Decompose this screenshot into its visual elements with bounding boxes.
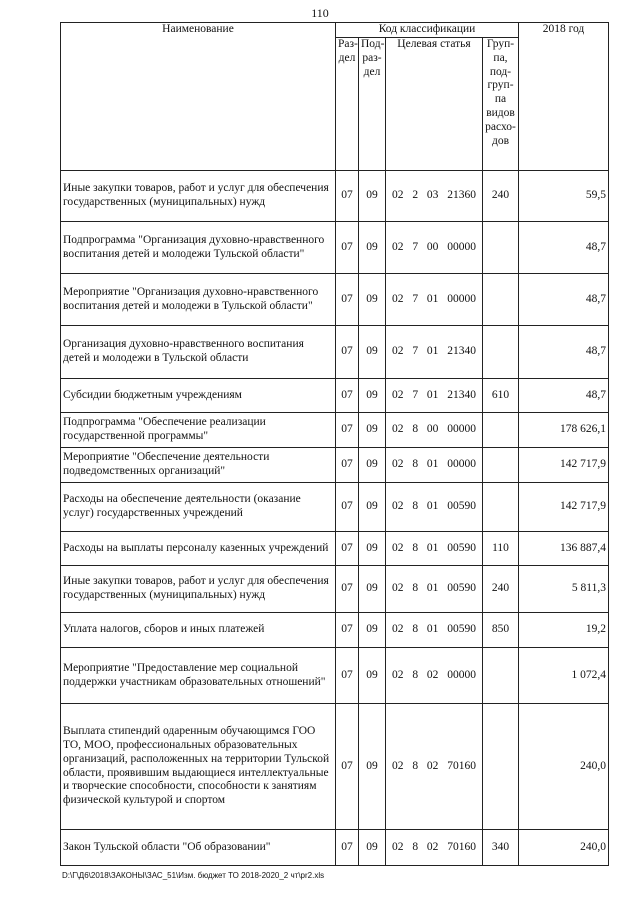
row-section: 07 [336,326,359,379]
row-expense-group [483,222,519,274]
row-target-code [386,379,483,413]
target-direction: 00000 [447,240,476,253]
table-row [61,704,609,830]
header-subsection: Под- раз- дел [359,38,386,171]
row-name: Мероприятие "Предоставление мер социальной поддержки участникам образовательных отношений" [61,648,336,704]
row-section: 07 [336,379,359,413]
target-subprogram: 8 [412,458,419,471]
target-direction: 00590 [447,541,476,554]
target-activity: 02 [426,759,439,772]
row-name: Организация духовно-нравственного воспитания детей и молодежи в Тульской области [61,326,336,379]
table-row [61,613,609,648]
target-activity: 01 [426,500,439,513]
target-subprogram: 8 [412,623,419,636]
header-section: Раз- дел [336,38,359,171]
target-activity: 03 [426,189,439,202]
row-subsection: 09 [359,830,386,866]
target-activity: 02 [426,668,439,681]
target-program: 02 [392,582,404,595]
table-row [61,830,609,866]
row-subsection: 09 [359,704,386,830]
row-amount: 59,5 [519,171,609,222]
target-subprogram: 8 [412,759,419,772]
row-section: 07 [336,613,359,648]
row-amount: 48,7 [519,326,609,379]
row-amount: 1 072,4 [519,648,609,704]
target-subprogram: 7 [412,388,419,401]
header-code-group: Код классификации [336,23,519,38]
row-name: Иные закупки товаров, работ и услуг для обеспечения государственных (муниципальных) нужд [61,171,336,222]
row-subsection: 09 [359,379,386,413]
row-name: Мероприятие "Обеспечение деятельности подведомственных организаций" [61,448,336,483]
table-row [61,379,609,413]
row-amount: 240,0 [519,704,609,830]
row-target-code [386,274,483,326]
table-row [61,648,609,704]
row-amount: 142 717,9 [519,448,609,483]
target-activity: 01 [426,388,439,401]
row-target-code [386,448,483,483]
target-activity: 01 [426,345,439,358]
target-program: 02 [392,240,404,253]
row-section: 07 [336,830,359,866]
target-program: 02 [392,388,404,401]
row-subsection: 09 [359,413,386,448]
row-expense-group: 610 [483,379,519,413]
row-target-code [386,648,483,704]
row-amount: 48,7 [519,274,609,326]
row-target-code [386,704,483,830]
row-expense-group: 340 [483,830,519,866]
row-expense-group [483,413,519,448]
target-direction: 21360 [447,189,476,202]
target-direction: 00590 [447,582,476,595]
row-subsection: 09 [359,326,386,379]
row-section: 07 [336,413,359,448]
target-program: 02 [392,668,404,681]
row-name: Выплата стипендий одаренным обучающимся ГОО ТО, МОО, профессиональных образовательных организаций, расположенных на территории Тульской области, проявившим выдающиеся интеллектуальные и творческие способности, способности к занятиям физической культурой и спортом [61,704,336,830]
row-section: 07 [336,222,359,274]
row-target-code [386,830,483,866]
target-program: 02 [392,500,404,513]
table-row [61,326,609,379]
table-body [61,171,609,866]
row-section: 07 [336,448,359,483]
row-expense-group [483,704,519,830]
target-subprogram: 8 [412,668,419,681]
target-subprogram: 8 [412,541,419,554]
header-year: 2018 год [519,23,609,171]
row-target-code [386,326,483,379]
row-target-code [386,222,483,274]
target-program: 02 [392,623,404,636]
target-program: 02 [392,458,404,471]
table-row [61,222,609,274]
header-target: Целевая статья [386,38,483,171]
row-name: Расходы на выплаты персоналу казенных учреждений [61,532,336,566]
target-program: 02 [392,759,404,772]
table-row [61,483,609,532]
row-amount: 19,2 [519,613,609,648]
row-name: Подпрограмма "Обеспечение реализации государственной программы" [61,413,336,448]
row-subsection: 09 [359,274,386,326]
row-section: 07 [336,171,359,222]
target-activity: 01 [426,292,439,305]
row-expense-group [483,274,519,326]
row-subsection: 09 [359,171,386,222]
table-row [61,566,609,613]
row-name: Подпрограмма "Организация духовно-нравственного воспитания детей и молодежи Тульской области" [61,222,336,274]
target-subprogram: 7 [412,292,419,305]
target-direction: 21340 [447,345,476,358]
row-section: 07 [336,532,359,566]
target-activity: 00 [426,240,439,253]
row-subsection: 09 [359,448,386,483]
row-amount: 178 626,1 [519,413,609,448]
row-name: Субсидии бюджетным учреждениям [61,379,336,413]
table-row [61,448,609,483]
target-subprogram: 2 [412,189,419,202]
row-name: Иные закупки товаров, работ и услуг для обеспечения государственных (муниципальных) нужд [61,566,336,613]
target-program: 02 [392,189,404,202]
row-target-code [386,613,483,648]
row-amount: 48,7 [519,379,609,413]
target-subprogram: 8 [412,840,419,853]
target-direction: 00000 [447,423,476,436]
table-row [61,532,609,566]
target-activity: 01 [426,541,439,554]
target-activity: 01 [426,582,439,595]
header-name: Наименование [61,23,336,171]
row-expense-group: 240 [483,566,519,613]
row-name: Закон Тульской области "Об образовании" [61,830,336,866]
row-subsection: 09 [359,613,386,648]
target-activity: 02 [426,840,439,853]
row-target-code [386,532,483,566]
row-section: 07 [336,274,359,326]
target-activity: 01 [426,623,439,636]
target-subprogram: 7 [412,345,419,358]
table-header [61,23,609,171]
row-section: 07 [336,704,359,830]
target-subprogram: 8 [412,500,419,513]
row-target-code [386,566,483,613]
target-program: 02 [392,423,404,436]
row-expense-group [483,648,519,704]
header-expense-group: Груп- па, под- груп- па видов расхо- дов [483,38,519,171]
row-expense-group [483,326,519,379]
target-direction: 00590 [447,500,476,513]
row-name: Уплата налогов, сборов и иных платежей [61,613,336,648]
target-direction: 00590 [447,623,476,636]
row-amount: 48,7 [519,222,609,274]
budget-table [60,22,609,866]
row-subsection: 09 [359,566,386,613]
target-program: 02 [392,541,404,554]
row-expense-group [483,483,519,532]
row-expense-group [483,448,519,483]
row-amount: 142 717,9 [519,483,609,532]
row-amount: 240,0 [519,830,609,866]
target-direction: 00000 [447,458,476,471]
target-direction: 70160 [447,759,476,772]
row-expense-group: 850 [483,613,519,648]
target-direction: 21340 [447,388,476,401]
row-subsection: 09 [359,648,386,704]
row-section: 07 [336,483,359,532]
target-activity: 01 [426,458,439,471]
page-number: 110 [311,6,329,20]
row-target-code [386,413,483,448]
target-subprogram: 7 [412,240,419,253]
target-subprogram: 8 [412,582,419,595]
row-expense-group: 240 [483,171,519,222]
table-row [61,413,609,448]
target-direction: 00000 [447,668,476,681]
row-name: Мероприятие "Организация духовно-нравственного воспитания детей и молодежи в Тульской области" [61,274,336,326]
row-subsection: 09 [359,532,386,566]
row-name: Расходы на обеспечение деятельности (оказание услуг) государственных учреждений [61,483,336,532]
row-section: 07 [336,566,359,613]
row-amount: 136 887,4 [519,532,609,566]
target-activity: 00 [426,423,439,436]
row-target-code [386,483,483,532]
row-section: 07 [336,648,359,704]
target-direction: 70160 [447,840,476,853]
target-direction: 00000 [447,292,476,305]
table-row [61,274,609,326]
target-program: 02 [392,840,404,853]
row-expense-group: 110 [483,532,519,566]
target-subprogram: 8 [412,423,419,436]
table-row [61,171,609,222]
row-target-code [386,171,483,222]
row-subsection: 09 [359,222,386,274]
row-subsection: 09 [359,483,386,532]
row-amount: 5 811,3 [519,566,609,613]
target-program: 02 [392,292,404,305]
target-program: 02 [392,345,404,358]
file-path-footer: D:\Г\Д6\2018\ЗАКОНЫ\ЗАС_51\Изм. бюджет ТО 2018-2020_2 чт\pr2.xls [62,871,325,880]
